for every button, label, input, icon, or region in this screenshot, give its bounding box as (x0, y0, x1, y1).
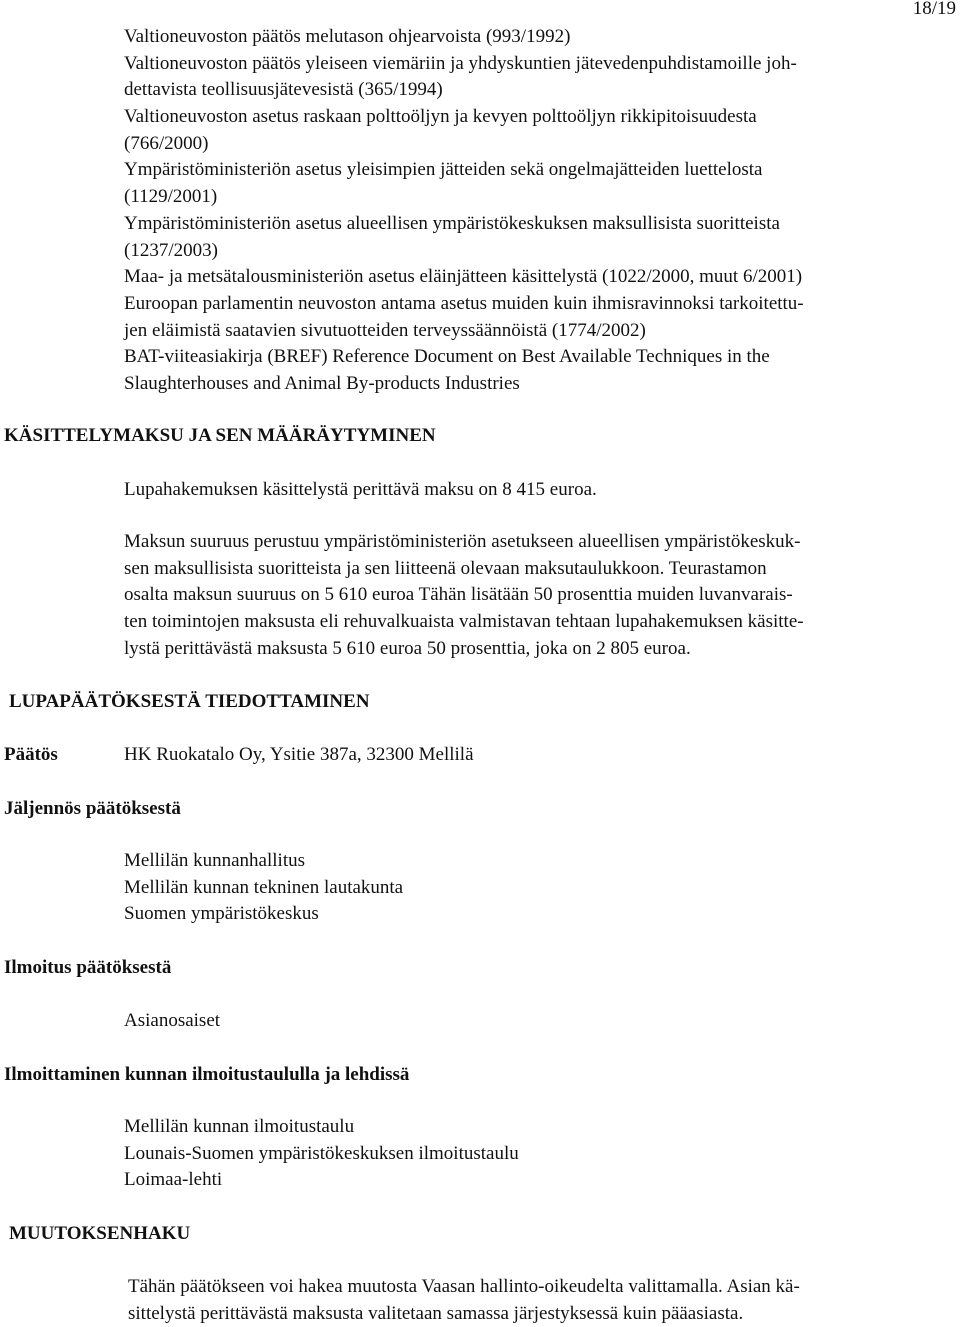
page-number: 18/19 (912, 0, 956, 19)
copy-label: Jäljennös päätöksestä (4, 798, 181, 819)
legislation-line: (1237/2003) (124, 239, 218, 261)
legislation-line: (1129/2001) (124, 186, 218, 208)
recipient-line: Suomen ympäristökeskus (124, 903, 319, 925)
legislation-line: Euroopan parlamentin neuvoston antama asetus muiden kuin ihmisravinnoksi tarkoitettu- (124, 292, 804, 314)
paragraph-line: Maksun suuruus perustuu ympäristöministeriön asetukseen alueellisen ympäristökeskuk- (124, 531, 801, 552)
legislation-line: Valtioneuvoston asetus raskaan polttoöljyn ja kevyen polttoöljyn rikkipitoisuudesta (124, 106, 757, 128)
legislation-line: Slaughterhouses and Animal By-products Industries (124, 372, 520, 394)
paragraph-line: sittelystä perittävästä maksusta valitetaan samassa järjestyksessä kuin pääasiasta. (128, 1302, 744, 1324)
paragraph-line: lystä perittävästä maksusta 5 610 euroa 50 prosenttia, joka on 2 805 euroa. (124, 637, 691, 659)
recipient-line: Mellilän kunnanhallitus (124, 850, 306, 871)
legislation-line: jen eläimistä saatavien sivutuotteiden terveyssäännöistä (1774/2002) (124, 319, 646, 341)
legislation-line: Ympäristöministeriön asetus yleisimpien jätteiden sekä ongelmajätteiden luettelosta (124, 159, 763, 181)
copy-recipients (124, 848, 403, 928)
legislation-line: Valtioneuvoston päätös melutason ohjearvoista (993/1992) (124, 26, 571, 47)
recipient-line: Mellilän kunnan tekninen lautakunta (124, 876, 404, 898)
recipient-line: Loimaa-lehti (124, 1169, 223, 1191)
recipient-line: Lounais-Suomen ympäristökeskuksen ilmoitustaulu (124, 1142, 519, 1164)
paragraph-line: sen maksullisista suoritteista ja sen liitteenä olevaan maksutaulukkoon. Teurastamon (124, 557, 767, 579)
announce-label: Ilmoittaminen kunnan ilmoitustaululla ja lehdissä (4, 1064, 410, 1085)
fee-section-heading: KÄSITTELYMAKSU JA SEN MÄÄRÄYTYMINEN (4, 425, 436, 446)
legislation-list (124, 24, 804, 398)
legislation-line: (766/2000) (124, 132, 209, 154)
announce-recipients (124, 1114, 519, 1194)
appeal-section-heading: MUUTOKSENHAKU (9, 1223, 191, 1244)
legislation-line: BAT-viiteasiakirja (BREF) Reference Document on Best Available Techniques in the (124, 346, 770, 368)
legislation-line: Ympäristöministeriön asetus alueellisen ympäristökeskuksen maksullisista suoritteista (124, 212, 780, 234)
notify-value: Asianosaiset (124, 1010, 221, 1031)
recipient-line: Mellilän kunnan ilmoitustaulu (124, 1116, 355, 1137)
notify-label: Ilmoitus päätöksestä (4, 957, 172, 978)
paragraph-line: Tähän päätökseen voi hakea muutosta Vaasan hallinto-oikeudelta valittamalla. Asian kä- (128, 1276, 800, 1297)
decision-label: Päätös (4, 744, 58, 765)
notice-section-heading: LUPAPÄÄTÖKSESTÄ TIEDOTTAMINEN (9, 691, 370, 712)
legislation-line: dettavista teollisuusjätevesistä (365/1994) (124, 79, 443, 101)
fee-basis-paragraph (124, 529, 804, 662)
legislation-line: Valtioneuvoston päätös yleiseen viemäriin ja yhdyskuntien jätevedenpuhdistamoille joh- (124, 52, 797, 74)
paragraph-line: ten toimintojen maksusta eli rehuvalkuaista valmistavan tehtaan lupahakemuksen käsitte- (124, 611, 804, 633)
legislation-line: Maa- ja metsätalousministeriön asetus eläinjätteen käsittelystä (1022/2000, muut 6/2001) (124, 266, 803, 288)
appeal-paragraph (128, 1274, 800, 1327)
paragraph-line: osalta maksun suuruus on 5 610 euroa Tähän lisätään 50 prosenttia muiden luvanvarais- (124, 584, 793, 606)
fee-amount-paragraph: Lupahakemuksen käsittelystä perittävä maksu on 8 415 euroa. (124, 479, 597, 500)
decision-value: HK Ruokatalo Oy, Ysitie 387a, 32300 Mellilä (124, 744, 474, 765)
